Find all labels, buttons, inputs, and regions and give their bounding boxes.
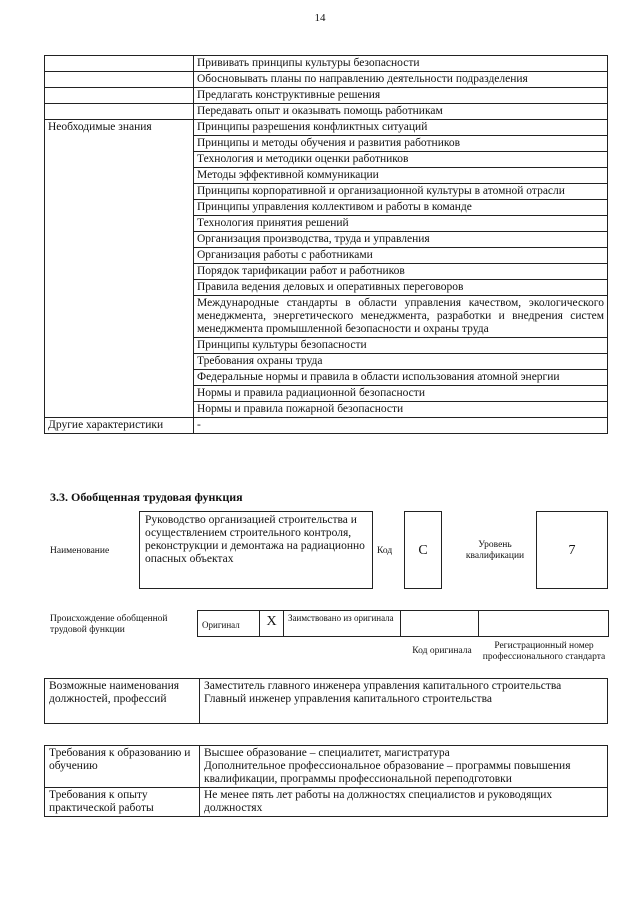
empty-label-cell [45,72,194,88]
other-characteristics-value: - [194,418,608,434]
table-row: Принципы культуры безопасности [194,338,608,354]
requirements-table [44,745,608,817]
table-row: Принципы управления коллективом и работы в команде [194,200,608,216]
knowledge-label: Необходимые знания [45,120,194,418]
function-name-box [139,511,373,589]
positions-label: Возможные наименования должностей, профессий [45,679,200,724]
other-characteristics-label: Другие характеристики [45,418,194,434]
table-row: Федеральные нормы и правила в области использования атомной энергии [194,370,608,386]
table-row: Технология и методики оценки работников [194,152,608,168]
name-label: Наименование [50,546,110,556]
table-row: Нормы и правила радиационной безопасности [194,386,608,402]
table-row: Организация работы с работниками [194,248,608,264]
page-number: 14 [314,12,326,24]
original-mark: X [260,611,284,637]
empty-label-cell [45,104,194,120]
code-original-cell [401,611,479,637]
education-label: Требования к образованию и обучению [45,746,200,788]
section-title: 3.3. Обобщенная трудовая функция [50,490,243,504]
table-row: Нормы и правила пожарной безопасности [194,402,608,418]
borrowed-label: Заимствовано из оригинала [284,611,401,637]
table-row: Методы эффективной коммуникации [194,168,608,184]
origin-label: Происхождение обобщенной трудовой функции [50,614,168,635]
empty-label-cell [45,56,194,72]
table-row: Порядок тарификации работ и работников [194,264,608,280]
level-value: 7 [536,511,608,589]
table-row: Международные стандарты в области управления качеством, экологического менеджмента, энергетического менеджмента, разработки и внедрения систем менеджмента промышленной безопасности и охраны труда [194,296,608,338]
table-row: Требования охраны труда [194,354,608,370]
code-original-label: Код оригинала [412,646,472,656]
table-row: Технология принятия решений [194,216,608,232]
empty-label-cell [45,88,194,104]
reg-number-cell [479,611,609,637]
positions-table [44,678,608,724]
code-label: Код [377,546,393,556]
origin-table [197,610,609,637]
experience-label: Требования к опыту практической работы [45,788,200,817]
code-value: C [404,511,442,589]
table-row: Принципы корпоративной и организационной культуры в атомной отрасли [194,184,608,200]
position-item: Заместитель главного инженера управления капитального строительства [204,680,562,692]
table-row: Организация производства, труда и управления [194,232,608,248]
table-row: Предлагать конструктивные решения [194,88,608,104]
level-label: Уровень квалификации [465,540,525,561]
table-row: Правила ведения деловых и оперативных переговоров [194,280,608,296]
skills-knowledge-table [44,55,608,434]
education-item: Дополнительное профессиональное образование – программы повышения квалификации, программы профессиональной переподготовки [204,760,571,785]
original-label: Оригинал [198,611,260,637]
table-row: Обосновывать планы по направлению деятельности подразделения [194,72,608,88]
reg-number-label: Регистрационный номер профессионального стандарта [482,641,606,662]
table-row: Принципы разрешения конфликтных ситуаций [194,120,608,136]
experience-value: Не менее пять лет работы на должностях специалистов и руководящих должностях [200,788,608,817]
table-row: Принципы и методы обучения и развития работников [194,136,608,152]
education-item: Высшее образование – специалитет, магистратура [204,747,450,759]
table-row: Передавать опыт и оказывать помощь работникам [194,104,608,120]
function-name: Руководство организацией строительства и осуществлением строительного контроля, реконструкции и демонтажа на радиационно опасных объектах [145,514,365,565]
table-row: Прививать принципы культуры безопасности [194,56,608,72]
position-item: Главный инженер управления капитального строительства [204,693,492,705]
